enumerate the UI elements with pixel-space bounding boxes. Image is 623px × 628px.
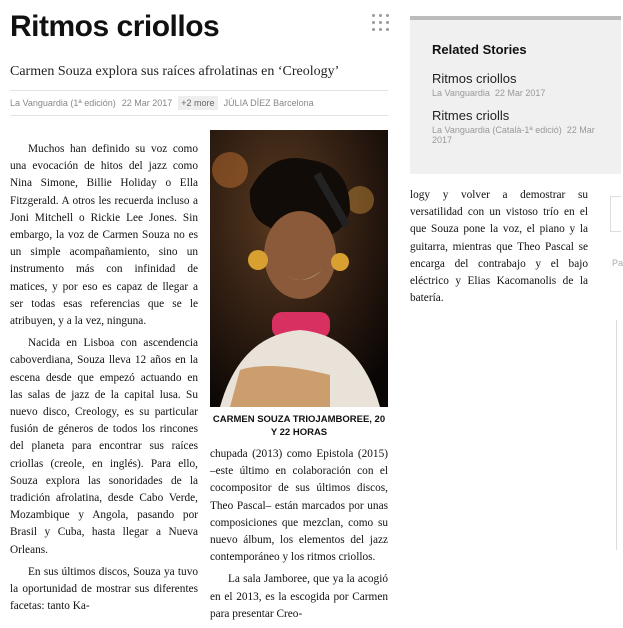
side-widget-edge[interactable]: [610, 196, 621, 232]
related-story-meta: La Vanguardia (Català-1ª edició) 22 Mar 2017: [432, 125, 595, 145]
paragraph: Nacida en Lisboa con ascendencia caboverdiana, Souza lleva 12 años en la escena desde que empezó actuando en las salas de jazz de la capital lusa. Su nuevo disco, Creology, es su particular fusión de géneros de todos los rincones del planeta para encontrar sus raíces criollas (creole, en inglés). Para ello, Souza explora las sonoridades de la tradición afrolatina, desde Cabo Verde, Mozambique y Angola, pasando por Brasil y Cuba, hasta llegar a Nueva Orleans.: [10, 337, 198, 556]
paragraph: La sala Jamboree, que ya la acogió en el 2013, es la escogida por Carmen para presentar Creo-: [210, 573, 388, 620]
article-column-1: [10, 141, 198, 620]
paragraph: chupada (2013) como Epistola (2015) –este último en colaboración con el cocompositor de sus últimos discos, Theo Pascal– están marcados por unas composiciones que mezclan, como su nuevo álbum, los elementos del jazz contemporáneo y los ritmos criollos.: [210, 448, 388, 564]
article-title: Ritmos criollos: [10, 10, 220, 43]
more-sources-button[interactable]: +2 more: [178, 96, 217, 110]
related-story-item[interactable]: [432, 108, 599, 145]
article-photo: [210, 130, 388, 407]
side-panel-label: Pa: [612, 258, 623, 268]
publish-date: 22 Mar 2017: [121, 98, 173, 108]
divider: [616, 320, 617, 550]
author-byline: JÚLIA DÍEZ Barcelona: [223, 98, 314, 108]
photo-caption: CARMEN SOUZA TRIOJAMBOREE, 20 Y 22 HORAS: [212, 414, 386, 438]
paragraph: logy y volver a demostrar su versatilidad con un vistoso trío en el que Souza pone la voz, el piano y la guitarra, mientras que Theo Pascal se encarga del contrabajo y el bajo eléctrico y Elias Kacomanolis de la batería.: [410, 189, 588, 305]
article-column-2: [210, 446, 388, 628]
related-story-title[interactable]: Ritmos criollos: [432, 71, 517, 86]
article-column-3: [410, 187, 588, 312]
paragraph: Muchos han definido su voz como una evocación de hitos del jazz como Nina Simone, Billie Holiday o Ella Fitzgerald. A otros les recuerda incluso a Joni Mitchell o Rickie Lee Jones. Sin embargo, la voz de Carmen Souza no es un simple acompañamiento, sino un instrumento más con infinidad de matices, y por eso es capaz de llegar a ser todas esas referencias que se le atribuyen, y a la vez, ninguna.: [10, 143, 198, 328]
article-subtitle: Carmen Souza explora sus raíces afrolatinas en ‘Creology’: [10, 64, 340, 79]
paragraph: En sus últimos discos, Souza ya tuvo la oportunidad de mostrar sus diferentes facetas: tanto Ka-: [10, 565, 198, 613]
related-story-title[interactable]: Ritmes criolls: [432, 108, 510, 123]
drag-handle-icon[interactable]: [372, 14, 390, 32]
related-stories-heading: Related Stories: [432, 42, 527, 57]
source-name: La Vanguardia (1ª edición): [10, 98, 116, 108]
article-meta: [10, 90, 388, 116]
related-story-item[interactable]: [432, 71, 599, 98]
related-stories-panel: [410, 16, 621, 174]
related-story-meta: La Vanguardia 22 Mar 2017: [432, 88, 546, 98]
